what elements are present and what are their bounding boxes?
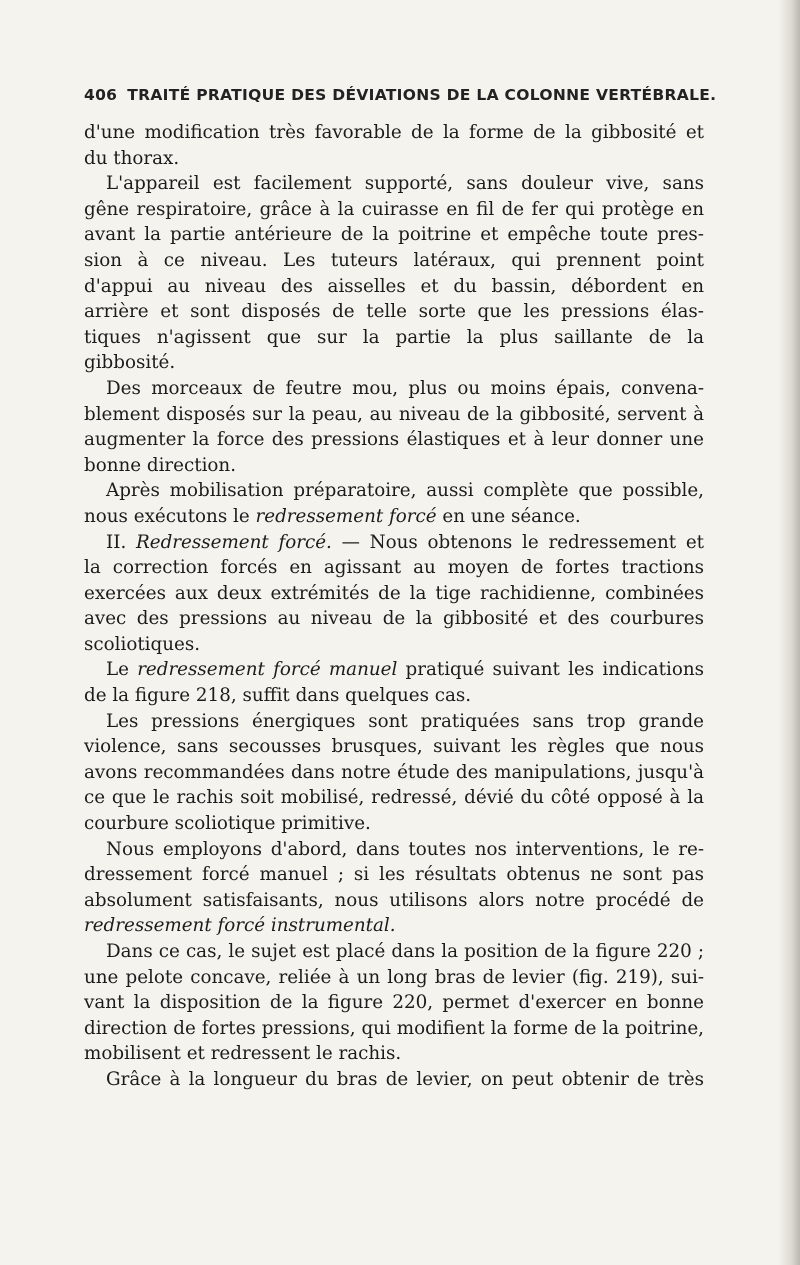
text-line: augmenter la force des pressions élastiques et à leur donner une <box>84 429 704 451</box>
text-line: direction de fortes pressions, qui modifient la forme de la poitrine, <box>84 1017 704 1039</box>
text-line: avec des pressions au niveau de la gibbosité et des courbures <box>84 608 704 630</box>
page-edge-shadow <box>778 0 800 1265</box>
text-line: arrière et sont disposés de telle sorte que les pressions élas- <box>84 301 704 323</box>
text-line: L'appareil est facilement supporté, sans douleur vive, sans <box>106 173 704 195</box>
text-line: d'une modification très favorable de la forme de la gibbosité et <box>84 122 704 143</box>
text-line: Grâce à la longueur du bras de levier, on peut obtenir de très <box>106 1068 704 1090</box>
text-line: sion à ce niveau. Les tuteurs latéraux, qui prennent point <box>84 249 704 271</box>
text-line: violence, sans secousses brusques, suivant les règles que nous <box>84 736 704 758</box>
text-line: ce que le rachis soit mobilisé, redressé, dévié du côté opposé à la <box>84 787 704 809</box>
text-line: Nous employons d'abord, dans toutes nos interventions, le re- <box>106 838 704 860</box>
text-line: Après mobilisation préparatoire, aussi complète que possible, <box>106 480 704 502</box>
text-line: une pelote concave, reliée à un long bras de levier (fig. 219), sui- <box>84 966 704 988</box>
text-line: courbure scoliotique primitive. <box>84 813 371 835</box>
text-line: vant la disposition de la figure 220, permet d'exercer en bonne <box>84 992 704 1014</box>
running-header <box>84 86 717 112</box>
text-run: Le <box>106 659 129 681</box>
text-line: la correction forcés en agissant au moyen de fortes tractions <box>84 557 704 579</box>
text-line: redressement forcé instrumental. <box>84 915 396 937</box>
text-line: exercées aux deux extrémités de la tige rachidienne, combinées <box>84 582 704 604</box>
text-line: gêne respiratoire, grâce à la cuirasse en fil de fer qui protège en <box>84 198 704 220</box>
body-text <box>84 120 704 1093</box>
text-line: du thorax. <box>84 147 180 169</box>
text-run: pratiqué suivant les indications <box>405 659 705 681</box>
text-line: mobilisent et redressent le rachis. <box>84 1043 402 1065</box>
text-line: dressement forcé manuel ; si les résultats obtenus ne sont pas <box>84 864 704 886</box>
page-number: 406 <box>84 86 118 104</box>
text-line-with-italic <box>84 504 704 530</box>
text-line: Dans ce cas, le sujet est placé dans la position de la figure 220 ; <box>106 941 704 962</box>
text-line: scoliotiques. <box>84 633 201 655</box>
text-run: en une séance. <box>442 505 581 527</box>
text-line: avons recommandées dans notre étude des manipulations, jusqu'à <box>84 761 704 783</box>
section-number: II. <box>106 531 127 553</box>
text-line-with-italic <box>84 657 704 683</box>
text-line: absolument satisfaisants, nous utilisons alors notre procédé de <box>84 889 704 911</box>
text-line: blement disposés sur la peau, au niveau de la gibbosité, servent à <box>84 403 704 425</box>
text-line: Des morceaux de feutre mou, plus ou moins épais, convena- <box>106 377 704 399</box>
running-title: TRAITÉ PRATIQUE DES DÉVIATIONS DE LA COLONNE VERTÉBRALE. <box>127 86 717 104</box>
text-run: — Nous obtenons le redressement et <box>341 531 705 553</box>
text-line: Les pressions énergiques sont pratiquées sans trop grande <box>106 710 704 732</box>
text-line: tiques n'agissent que sur la partie la plus saillante de la <box>84 326 704 348</box>
italic-term: redressement forcé <box>255 505 437 527</box>
text-line: avant la partie antérieure de la poitrine et empêche toute pres- <box>84 224 704 246</box>
text-run: nous exécutons le <box>84 505 250 527</box>
italic-term: redressement forcé manuel <box>137 659 398 681</box>
text-line: d'appui au niveau des aisselles et du bassin, débordent en <box>84 275 704 297</box>
text-line: gibbosité. <box>84 352 176 374</box>
section-title: Redressement forcé. <box>136 531 332 553</box>
text-line: de la figure 218, suffit dans quelques cas. <box>84 685 472 707</box>
section-heading-line <box>84 530 704 556</box>
text-line: bonne direction. <box>84 454 237 476</box>
